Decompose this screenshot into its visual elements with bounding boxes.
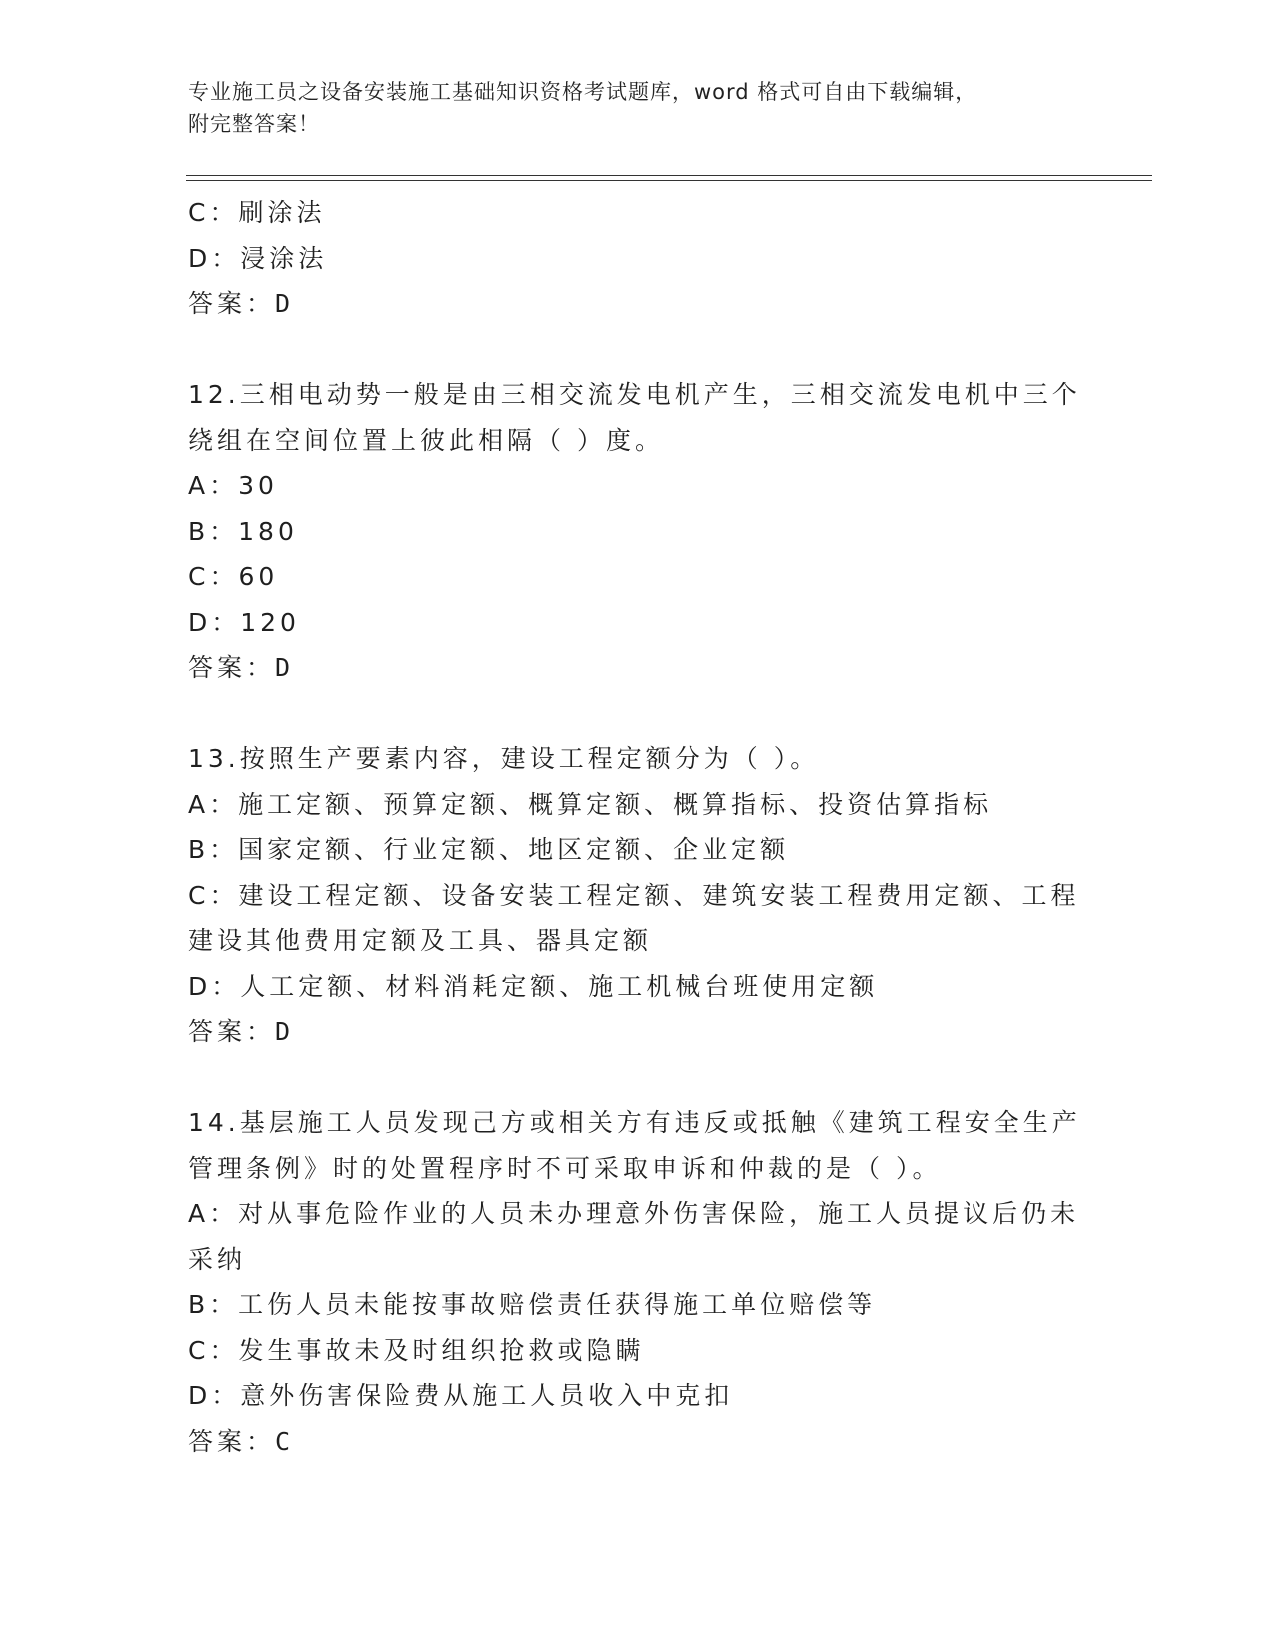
question-block-13 bbox=[188, 736, 1088, 1055]
option-d: D：120 bbox=[188, 607, 300, 637]
question-stem: 绕组在空间位置上彼此相隔（ ）度。 bbox=[188, 425, 664, 455]
header-line: 附完整答案！ bbox=[188, 112, 320, 136]
question-stem: 12.三相电动势一般是由三相交流发电机产生，三相交流发电机中三个 bbox=[188, 380, 1081, 409]
question-stem: 管理条例》时的处置程序时不可采取申诉和仲裁的是（ ）。 bbox=[188, 1153, 942, 1183]
header-line: 专业施工员之设备安装施工基础知识资格考试题库，word 格式可自由下载编辑， bbox=[188, 80, 978, 104]
question-stem: 14.基层施工人员发现己方或相关方有违反或抵触《建筑工程安全生产 bbox=[188, 1108, 1081, 1137]
spacer bbox=[188, 327, 1088, 373]
answer-line: 答案：D bbox=[188, 289, 295, 318]
option-d: D：浸涂法 bbox=[188, 243, 328, 273]
question-list bbox=[188, 190, 1088, 1464]
option-b: B：国家定额、行业定额、地区定额、企业定额 bbox=[188, 835, 790, 864]
spacer bbox=[188, 691, 1088, 737]
option-a: A：对从事危险作业的人员未办理意外伤害保险，施工人员提议后仍未 bbox=[188, 1199, 1080, 1228]
question-block-14 bbox=[188, 1100, 1088, 1464]
option-b: B：180 bbox=[188, 516, 298, 546]
question-stem: 13.按照生产要素内容，建设工程定额分为（ ）。 bbox=[188, 744, 820, 773]
spacer bbox=[188, 1055, 1088, 1101]
page-header bbox=[188, 76, 1068, 140]
header-divider bbox=[186, 175, 1152, 176]
option-a: A：施工定额、预算定额、概算定额、概算指标、投资估算指标 bbox=[188, 789, 993, 819]
option-c: C：发生事故未及时组织抢救或隐瞒 bbox=[188, 1335, 645, 1365]
answer-line: 答案：D bbox=[188, 1017, 295, 1046]
answer-line: 答案：D bbox=[188, 653, 295, 682]
option-d: D：意外伤害保险费从施工人员收入中克扣 bbox=[188, 1381, 734, 1410]
option-a: 采纳 bbox=[188, 1244, 247, 1274]
option-a: A：30 bbox=[188, 471, 278, 500]
option-d: D：人工定额、材料消耗定额、施工机械台班使用定额 bbox=[188, 971, 879, 1001]
answer-line: 答案：C bbox=[188, 1426, 295, 1456]
option-c: 建设其他费用定额及工具、器具定额 bbox=[188, 926, 653, 955]
option-c: C：刷涂法 bbox=[188, 198, 326, 227]
question-block-12 bbox=[188, 372, 1088, 691]
option-c: C：建设工程定额、设备安装工程定额、建筑安装工程费用定额、工程 bbox=[188, 880, 1080, 910]
option-b: B：工伤人员未能按事故赔偿责任获得施工单位赔偿等 bbox=[188, 1290, 877, 1319]
option-c: C：60 bbox=[188, 562, 279, 591]
question-block-11 bbox=[188, 190, 1088, 327]
header-divider bbox=[186, 180, 1152, 181]
